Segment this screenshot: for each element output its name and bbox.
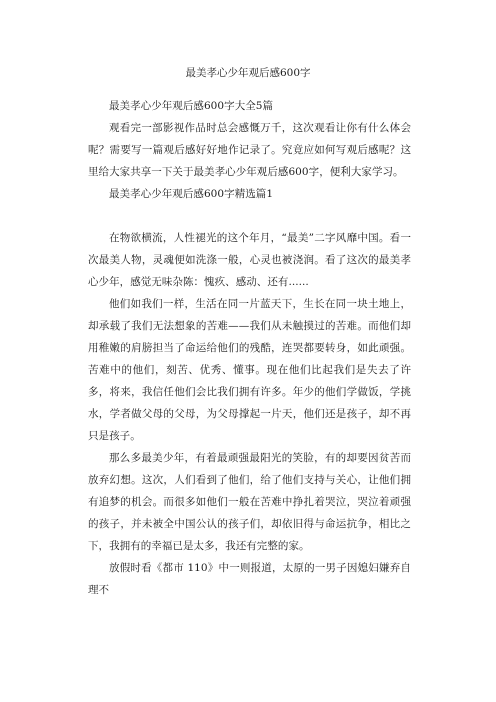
body-paragraph: 他们如我们一样，生活在同一片蓝天下，生长在同一块土地上，却承载了我们无法想象的苦难——我们从未触摸过的苦难。而他们却用稚嫩的肩膀担当了命运给他们的残酷，连哭都要转身，如此顽强。苦难中的他们，刻苦、优秀、懂事。现在他们比起我们是失去了许多，将来，我信任他们会比我们拥有许多。年少的他们学做饭，学挑水，学者做父母的父母，为父母撑起一片天，他们还是孩子，却不再只是孩子。 bbox=[88, 298, 411, 442]
body-paragraph: 放假时看《都市 110》中一则报道，太原的一男子因媳妇嫌弃自理不 bbox=[88, 562, 411, 596]
subtitle-paragraph: 最美孝心少年观后感600字大全5篇 bbox=[109, 100, 274, 112]
body-paragraph: 那么多最美少年，有着最顽强最阳光的笑脸，有的却要因贫苦而放弃幻想。这次，人们看到了他们，给了他们支持与关心，让他们拥有追梦的机会。而很多如他们一般在苦难中挣扎着哭泣，哭泣着顽强的孩子，并未被全中国公认的孩子们，却依旧得与命运抗争，相比之下，我拥有的幸福已是太多，我还有完整的家。 bbox=[88, 452, 411, 552]
intro-paragraph: 观看完一部影视作品时总会感慨万千，这次观看让你有什么体会呢？需要写一篇观后感好好地作记录了。究竟应如何写观后感呢？这里给大家共享一下关于最美孝心少年观后感600字，便利大家学习。 bbox=[88, 122, 411, 178]
document-body bbox=[88, 95, 411, 601]
document-title: 最美孝心少年观后感600字 bbox=[185, 67, 311, 79]
body-paragraph: 在物欲横流，人性褪光的这个年月，“最美”二字风靡中国。看一次最美人物，灵魂便如洗涤一般，心灵也被浇润。看了这次的最美孝心少年，感觉无味杂陈：愧疚、感动、还有...... bbox=[88, 232, 411, 288]
blank-line bbox=[88, 205, 411, 227]
section-heading: 最美孝心少年观后感600字精选篇1 bbox=[109, 188, 274, 200]
